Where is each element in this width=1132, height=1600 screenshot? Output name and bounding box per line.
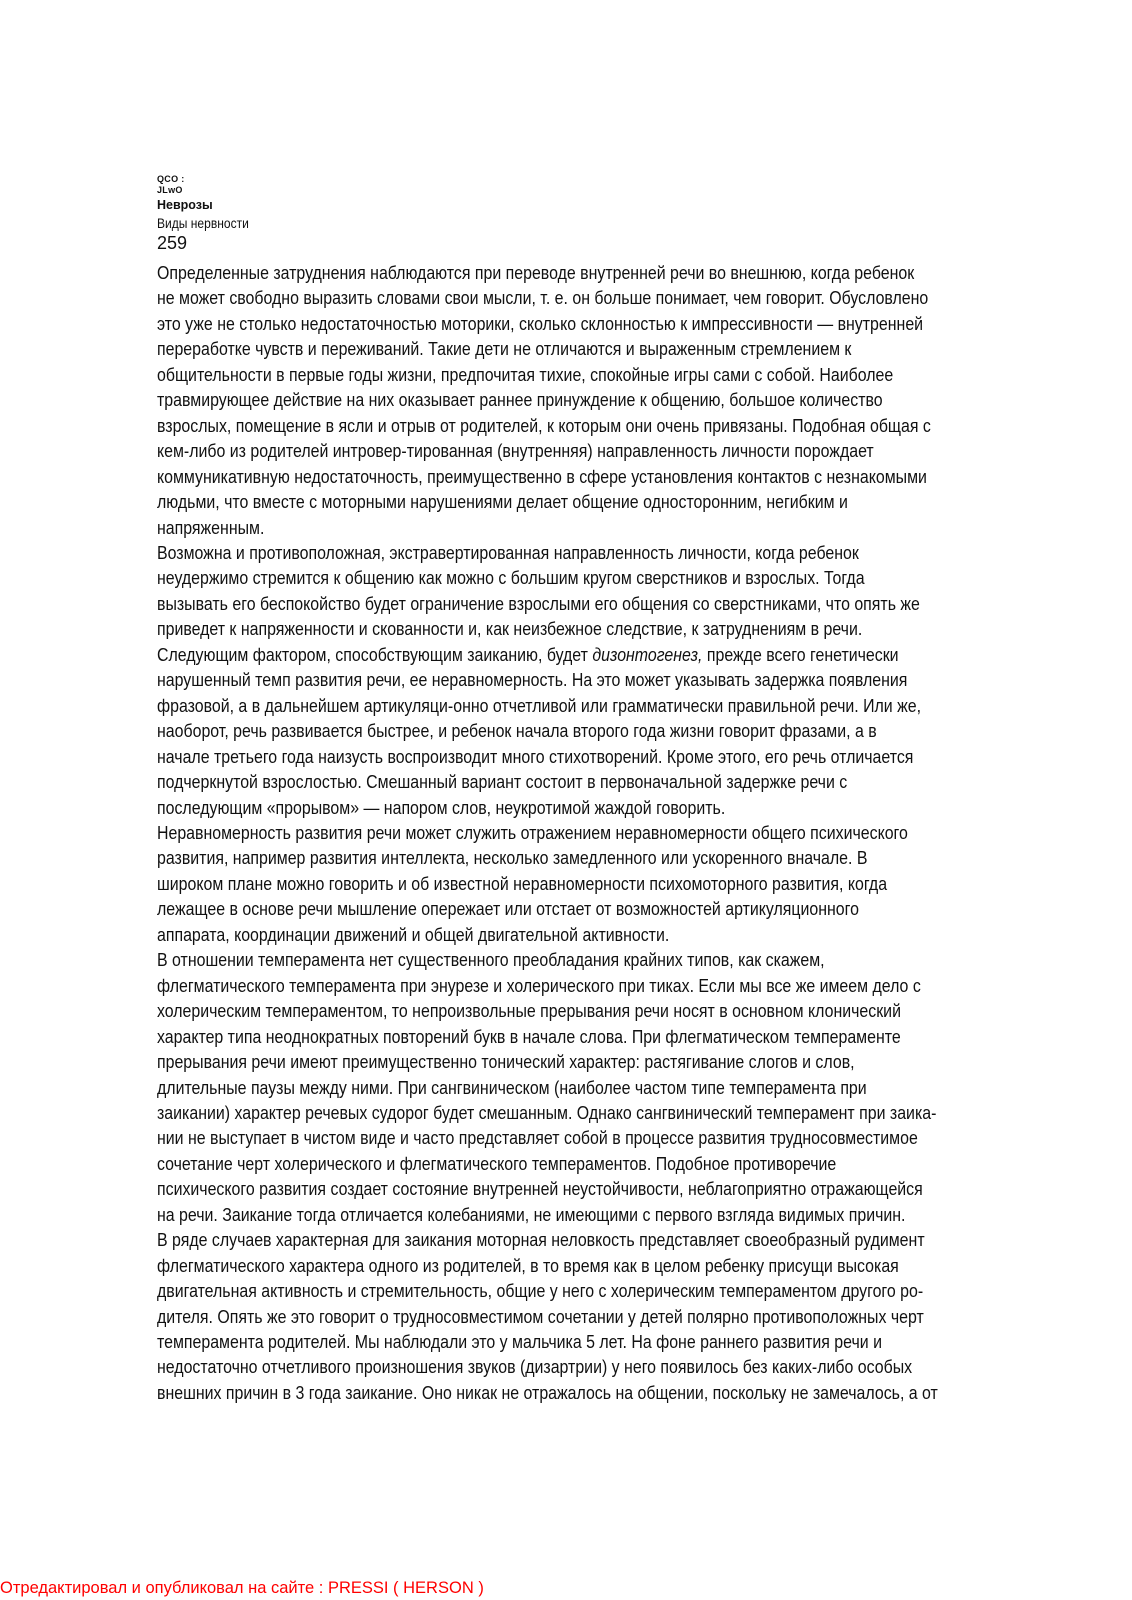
text-line: коммуникативную недостаточность, преимущественно в сфере установления контактов с незнакомыми <box>157 465 927 487</box>
text-line: подчеркнутой взрослостью. Смешанный вариант состоит в первоначальной задержке речи с <box>157 771 848 793</box>
text-line: людьми, что вместе с моторными нарушениями делает общение односторонним, негибким и <box>157 491 848 513</box>
text-line: темперамента родителей. Мы наблюдали это у мальчика 5 лет. На фоне раннего развития речи и <box>157 1331 882 1353</box>
text-line: Определенные затруднения наблюдаются при переводе внутренней речи во внешнюю, когда ребенок <box>157 262 915 283</box>
paragraph <box>157 947 1043 1227</box>
text-line: В отношении темперамента нет существенного преобладания крайних типов, как скажем, <box>157 949 825 971</box>
text-line: нарушенный темп развития речи, ее неравномерность. На это может указывать задержка появления <box>157 669 908 691</box>
text-line: на речи. Заикание тогда отличается колебаниями, не имеющими с первого взгляда видимых причин. <box>157 1203 906 1225</box>
text-line: неудержимо стремится к общению как можно с большим кругом сверстников и взрослых. Тогда <box>157 567 865 589</box>
text-line-start: Следующим фактором, способствующим заиканию, будет <box>157 643 593 665</box>
text-line: Возможна и противоположная, экстравертированная направленность личности, когда ребенок <box>157 541 859 563</box>
text-line: холерическим темпераментом, то непроизвольные прерывания речи носят в основном клонический <box>157 1000 901 1022</box>
text-line: флегматического характера одного из родителей, в то время как в целом ребенку присущи высокая <box>157 1254 899 1276</box>
text-line: кем-либо из родителей интровер-тированная (внутренняя) направленность личности порождает <box>157 440 874 462</box>
text-line: аппарата, координации движений и общей двигательной активности. <box>157 923 670 945</box>
text-line: сочетание черт холерического и флегматического темпераментов. Подобное противоречие <box>157 1152 837 1174</box>
text-line: флегматического темперамента при энурезе и холерического при тиках. Если мы все же имеем дело с <box>157 974 921 996</box>
text-line: двигательная активность и стремительность, общие у него с холерическим темпераментом другого ро- <box>157 1280 924 1302</box>
chapter-subtitle: Виды нервности <box>157 215 249 231</box>
text-line: наоборот, речь развивается быстрее, и ребенок начала второго года жизни говорит фразами, а в <box>157 720 877 742</box>
emphasized-term: дизонтогенез, <box>592 643 703 665</box>
section-title: Неврозы <box>157 198 213 212</box>
text-line: травмирующее действие на них оказывает раннее принуждение к общению, большое количество <box>157 389 883 411</box>
paragraph <box>157 260 1043 540</box>
text-line: нии не выступает в чистом виде и часто представляет собой в процессе развития трудносовместимое <box>157 1127 918 1149</box>
text-line: последующим «прорывом» — напором слов, неукротимой жаждой говорить. <box>157 796 726 818</box>
text-line: это уже не столько недостаточностью моторики, сколько склонностью к импрессивности — внутренней <box>157 312 924 334</box>
ocr-artifact-line-2: JLwO <box>157 185 183 195</box>
paragraph <box>157 1227 1043 1405</box>
text-line: общительности в первые годы жизни, предпочитая тихие, спокойные игры сами с собой. Наиболее <box>157 363 894 385</box>
text-line: длительные паузы между ними. При сангвиническом (наиболее частом типе темперамента при <box>157 1076 867 1098</box>
text-line: заикании) характер речевых судорог будет смешанным. Однако сангвинический темперамент при заика- <box>157 1101 937 1123</box>
text-line: недостаточно отчетливого произношения звуков (дизартрии) у него появилось без каких-либо особых <box>157 1356 913 1378</box>
text-line: внешних причин в 3 года заикание. Оно никак не отражалось на общении, поскольку не замечалось, а от <box>157 1381 938 1403</box>
text-line: прерывания речи имеют преимущественно тонический характер: растягивание слогов и слов, <box>157 1051 855 1073</box>
text-line: лежащее в основе речи мышление опережает или отстает от возможностей артикуляционного <box>157 898 859 920</box>
text-line: вызывать его беспокойство будет ограничение взрослыми его общения со сверстниками, что опять же <box>157 592 920 614</box>
text-line: переработке чувств и переживаний. Такие дети не отличаются и выраженным стремлением к <box>157 338 852 360</box>
text-line: напряженным. <box>157 516 265 538</box>
text-line: фразовой, а в дальнейшем артикуляци-онно отчетливой или грамматически правильной речи. Или же, <box>157 694 922 716</box>
text-line: начале третьего года наизусть воспроизводит много стихотворений. Кроме этого, его речь отличается <box>157 745 914 767</box>
text-line: Неравномерность развития речи может служить отражением неравномерности общего психического <box>157 821 908 843</box>
footer-credit: Отредактировал и опубликовал на сайте : PRESSI ( HERSON ) <box>0 1579 484 1597</box>
text-line: приведет к напряженности и скованности и, как неизбежное следствие, к затруднениям в речи. <box>157 618 863 640</box>
text-line: развития, например развития интеллекта, несколько замедленного или ускоренного вначале. В <box>157 847 868 869</box>
text-line: не может свободно выразить словами свои мысли, т. е. он больше понимает, чем говорит. Обусловлено <box>157 287 929 309</box>
text-line: широком плане можно говорить и об известной неравномерности психомоторного развития, когда <box>157 872 888 894</box>
page-header <box>157 174 1057 254</box>
paragraph <box>157 540 1043 642</box>
text-line: взрослых, помещение в ясли и отрыв от родителей, к которым они очень привязаны. Подобная общая с <box>157 414 931 436</box>
ocr-artifact-line-1: QCO : <box>157 174 185 184</box>
paragraph <box>157 820 1043 947</box>
page-number: 259 <box>157 233 188 253</box>
text-line: В ряде случаев характерная для заикания моторная неловкость представляет своеобразный рудимент <box>157 1229 925 1251</box>
text-line: психического развития создает состояние внутренней неустойчивости, неблагоприятно отражающейся <box>157 1178 923 1200</box>
paragraph <box>157 642 1043 820</box>
text-line: характер типа неоднократных повторений букв в начале слова. При флегматическом темпераменте <box>157 1025 901 1047</box>
body-text <box>157 260 1043 1405</box>
text-line-end: прежде всего генетически <box>702 643 899 665</box>
text-line: дителя. Опять же это говорит о трудносовместимом сочетании у детей полярно противоположных черт <box>157 1305 924 1327</box>
